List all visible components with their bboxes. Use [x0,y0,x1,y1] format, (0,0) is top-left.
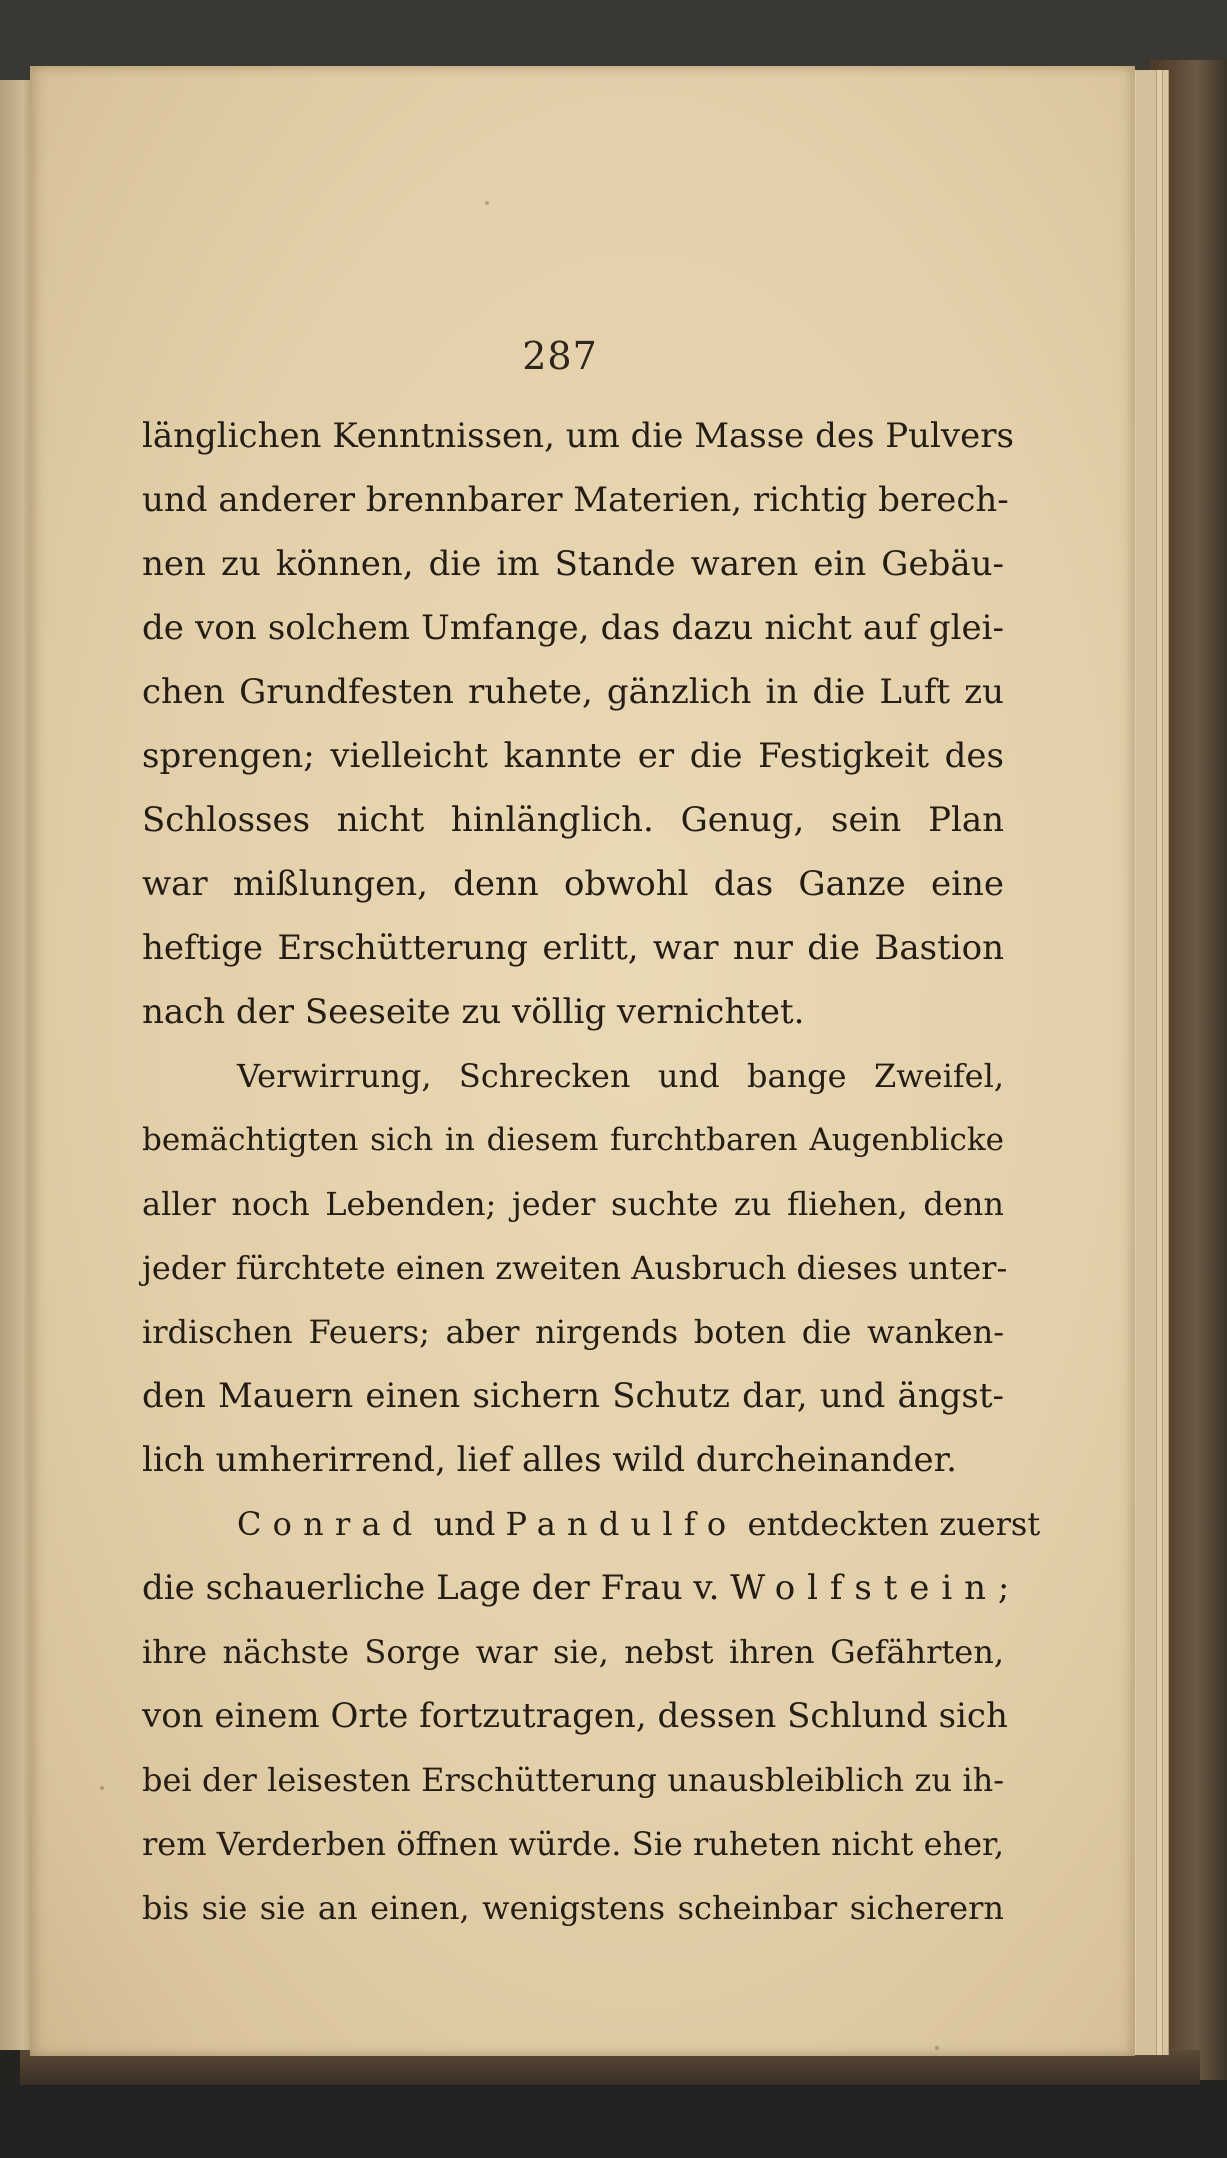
text-fragment: entdeckten zuerst [747,1505,1041,1543]
text-line: de von solchem Umfange, das dazu nicht auf glei- [142,608,1004,648]
text-fragment: die schauerliche Lage der Frau v. [142,1568,720,1608]
text-line: bis sie sie an einen, wenigstens scheinbar sicherern [142,1889,1004,1927]
name-pandulfo: Pandulfo [505,1505,738,1543]
text-line: nen zu können, die im Stande waren ein Gebäu- [142,544,1004,584]
text-line [142,1492,1041,1556]
text-line: Schlosses nicht hinlänglich. Genug, sein Plan [142,800,1004,840]
text-line: irdischen Feuers; aber nirgends boten die wanken- [142,1313,1004,1351]
text-fragment: und [433,1505,496,1543]
page-stack-edge [1136,70,1157,2055]
text-line: ihre nächste Sorge war sie, nebst ihren Gefährten, [142,1633,1004,1671]
book-page [30,66,1135,2056]
text-line: chen Grundfesten ruhete, gänzlich in die Luft zu [142,672,1004,712]
paper-speck [935,2046,939,2050]
paper-speck [100,1786,104,1790]
name-wolfstein: Wolfstein; [730,1568,1022,1608]
text-line [142,1556,1022,1620]
page-number: 287 [522,334,598,378]
text-line: und anderer brennbarer Materien, richtig berech- [142,480,1009,520]
paper-speck [485,201,489,205]
text-line: bemächtigten sich in diesem furchtbaren Augenblicke [142,1122,1004,1158]
name-conrad: Conrad [237,1505,424,1543]
text-line: heftige Erschütterung erlitt, war nur die Bastion [142,928,1004,968]
text-line: nach der Seeseite zu völlig vernichtet. [142,992,805,1032]
text-line: von einem Orte fortzutragen, dessen Schlund sich [142,1696,1008,1736]
text-line: den Mauern einen sichern Schutz dar, und ängst- [142,1376,1004,1416]
text-line: war mißlungen, denn obwohl das Ganze eine [142,864,1004,904]
body-text [142,404,1041,1940]
text-line: jeder fürchtete einen zweiten Ausbruch dieses unter- [142,1249,1008,1287]
text-line: bei der leisesten Erschütterung unausbleiblich zu ih- [142,1761,1004,1799]
text-line: lich umherirrend, lief alles wild durcheinander. [142,1440,957,1480]
text-line: aller noch Lebenden; jeder suchte zu fliehen, denn [142,1185,1004,1223]
text-line: länglichen Kenntnissen, um die Masse des Pulvers [142,416,1014,456]
text-line: Verwirrung, Schrecken und bange Zweifel, [237,1057,1004,1095]
text-line: rem Verderben öffnen würde. Sie ruheten nicht eher, [142,1825,1004,1863]
text-line: sprengen; vielleicht kannte er die Festigkeit des [142,736,1004,776]
